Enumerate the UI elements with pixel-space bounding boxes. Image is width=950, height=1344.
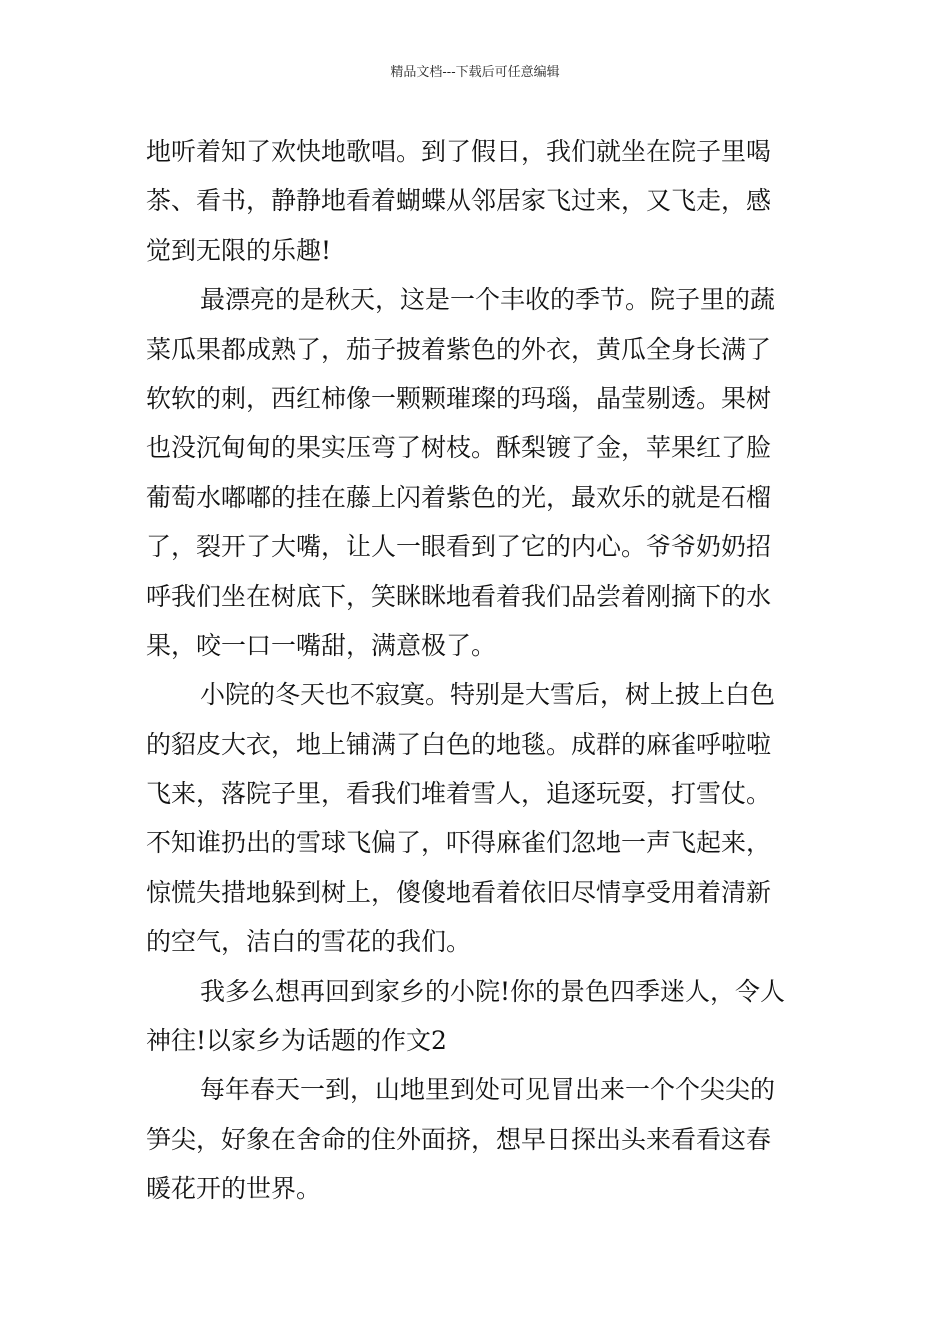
- text-line: 软软的刺，西红柿像一颗颗璀璨的玛瑙，晶莹剔透。果树: [146, 383, 772, 413]
- paragraph-start-line: 最漂亮的是秋天，这是一个丰收的季节。院子里的蔬: [200, 285, 776, 315]
- text-line: 神往!以家乡为话题的作文2: [146, 1026, 447, 1056]
- text-line: 的貂皮大衣，地上铺满了白色的地毯。成群的麻雀呼啦啦: [146, 729, 772, 759]
- text-line: 觉到无限的乐趣!: [146, 235, 332, 265]
- body-text: [146, 127, 810, 1214]
- text-line: 的空气，洁白的雪花的我们。: [146, 927, 472, 957]
- text-line: 果，咬一口一嘴甜，满意极了。: [146, 630, 497, 660]
- text-line: 了，裂开了大嘴，让人一眼看到了它的内心。爷爷奶奶招: [146, 532, 772, 562]
- page-header: 精品文档---下载后可任意编辑: [390, 65, 560, 80]
- paragraph-start-line: 我多么想再回到家乡的小院!你的景色四季迷人，令人: [200, 976, 786, 1006]
- text-line: 暖花开的世界。: [146, 1174, 322, 1204]
- text-line: 地听着知了欢快地歌唱。到了假日，我们就坐在院子里喝: [146, 137, 772, 166]
- paragraph-start-line: 小院的冬天也不寂寞。特别是大雪后，树上披上白色: [200, 680, 776, 710]
- text-line: 飞来，落院子里，看我们堆着雪人，追逐玩耍，打雪仗。: [146, 779, 772, 809]
- paragraph-start-line: 每年春天一到，山地里到处可见冒出来一个个尖尖的: [200, 1075, 776, 1105]
- text-line: 葡萄水嘟嘟的挂在藤上闪着紫色的光，最欢乐的就是石榴: [146, 482, 772, 512]
- text-line: 菜瓜果都成熟了，茄子披着紫色的外衣，黄瓜全身长满了: [146, 334, 772, 364]
- text-line: 惊慌失措地躲到树上，傻傻地看着依旧尽情享受用着清新: [146, 877, 772, 907]
- text-line: 茶、看书，静静地看着蝴蝶从邻居家飞过来，又飞走，感: [146, 186, 772, 216]
- text-line: 笋尖，好象在舍命的住外面挤，想早日探出头来看看这春: [146, 1124, 772, 1154]
- text-line: 也没沉甸甸的果实压弯了树枝。酥梨镀了金，苹果红了脸: [146, 433, 772, 463]
- text-line: 不知谁扔出的雪球飞偏了，吓得麻雀们忽地一声飞起来，: [146, 828, 772, 858]
- text-line: 呼我们坐在树底下，笑眯眯地看着我们品尝着刚摘下的水: [146, 581, 772, 611]
